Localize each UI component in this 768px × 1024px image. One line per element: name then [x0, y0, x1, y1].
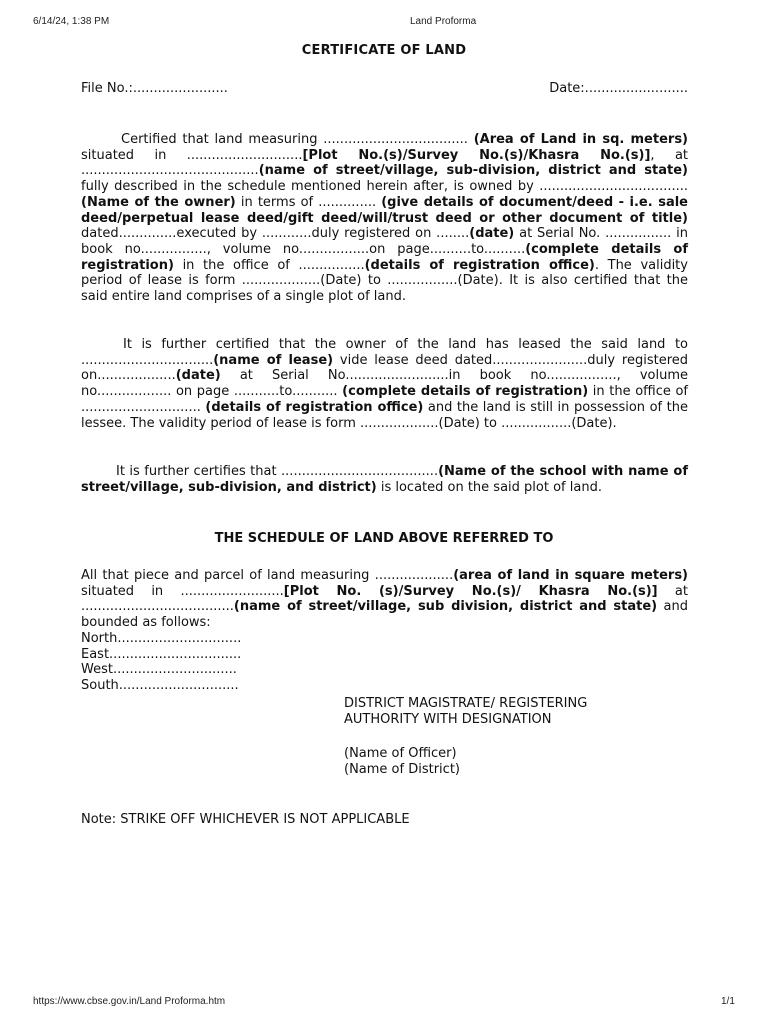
placeholder-label: (Name of the school with name of street/village, sub-division, and district) — [81, 464, 688, 495]
file-date-line — [81, 81, 688, 96]
text-run: situated in ............................ — [81, 147, 303, 163]
text-run: It is further certifies that ...................................... — [116, 464, 439, 479]
boundary-east: East................................ — [81, 646, 242, 662]
authority-line-1: DISTRICT MAGISTRATE/ REGISTERING — [344, 696, 588, 711]
authority-line-2: AUTHORITY WITH DESIGNATION — [344, 712, 552, 727]
placeholder-label: (name of street/village, sub division, district and state) — [233, 599, 658, 615]
placeholder-label: (details of registration office) — [205, 399, 424, 415]
text-run: in the office of ............................. — [81, 384, 688, 415]
text-run: at Serial No. ................ in book no................, volume no.................on page..........to.......... — [81, 226, 688, 257]
text-run: It is further certified that the owner of the land has leased the said land to ................................ — [81, 337, 688, 368]
print-datetime: 6/14/24, 1:38 PM — [33, 16, 110, 27]
officer-block — [344, 746, 460, 778]
ownership-paragraph — [81, 132, 688, 305]
text-run: and the land is still in possession of the lessee. The validity period of lease is form ...................(Date) to .................(Date). — [81, 399, 688, 431]
schedule-paragraph — [81, 568, 688, 631]
officer-name: (Name of Officer) — [344, 746, 457, 761]
text-run: situated in ......................... — [81, 583, 284, 599]
placeholder-label: (Area of Land in sq. meters) — [473, 132, 688, 147]
placeholder-label: (name of street/village, sub-division, district and state) — [258, 163, 688, 179]
placeholder-label: (details of registration office) — [364, 257, 595, 273]
print-doc-title: Land Proforma — [410, 16, 477, 27]
note: Note: STRIKE OFF WHICHEVER IS NOT APPLICABLE — [81, 812, 410, 827]
placeholder-label: (area of land in square meters) — [453, 568, 688, 583]
file-number-field: File No.:....................... — [81, 81, 228, 96]
text-run: at ..................................... — [81, 583, 688, 615]
schedule-heading: THE SCHEDULE OF LAND ABOVE REFERRED TO — [214, 531, 554, 546]
text-run: in terms of .............. — [235, 194, 382, 210]
placeholder-label: (complete details of registration) — [81, 241, 688, 273]
page-number: 1/1 — [721, 996, 735, 1007]
text-run: All that piece and parcel of land measuring ................... — [81, 568, 454, 583]
placeholder-label: (date) — [175, 368, 221, 384]
source-url: https://www.cbse.gov.in/Land Proforma.htm — [33, 996, 226, 1007]
boundary-north: North.............................. — [81, 631, 242, 646]
boundaries-list — [81, 631, 241, 694]
text-run: Certified that land measuring ................................... — [121, 132, 474, 147]
placeholder-label: [Plot No.(s)/Survey No.(s)/Khasra No.(s)] — [302, 147, 651, 163]
lease-paragraph — [81, 337, 688, 431]
placeholder-label: (date) — [469, 226, 515, 242]
text-run: at Serial No.........................in book no................., volume no.................. on page ...........to........... — [81, 368, 688, 400]
boundary-west: West.............................. — [81, 662, 237, 678]
text-run: and bounded as follows: — [81, 599, 689, 631]
school-location-paragraph — [81, 464, 688, 495]
placeholder-label: (Name of the owner) — [81, 194, 236, 210]
text-run: fully described in the schedule mentioned herein after, is owned by .................................... — [81, 179, 688, 195]
boundary-south: South............................. — [81, 678, 239, 694]
text-run: vide lease deed dated.......................duly registered on................... — [81, 352, 688, 384]
placeholder-label: (give details of document/deed - i.e. sale deed/perpetual lease deed/gift deed/will/trust deed or other document of title) — [81, 194, 688, 226]
district-name: (Name of District) — [344, 762, 460, 777]
date-field: Date:......................... — [549, 81, 688, 96]
text-run: . The validity period of lease is form ...................(Date) to .................(Date). It is also certified that the said entire land comprises of a single plot of land. — [81, 257, 688, 305]
authority-block — [344, 696, 587, 728]
document-title: CERTIFICATE OF LAND — [301, 43, 467, 58]
text-run: is located on the said plot of land. — [376, 479, 602, 495]
placeholder-label: (complete details of registration) — [342, 384, 589, 400]
text-run: , at ........................................... — [81, 147, 689, 179]
placeholder-label: (name of lease) — [213, 352, 334, 368]
text-run: dated..............executed by ............duly registered on ........ — [81, 226, 470, 242]
text-run: in the office of ................ — [173, 257, 365, 273]
placeholder-label: [Plot No. (s)/Survey No.(s)/ Khasra No.(s)] — [283, 583, 658, 599]
